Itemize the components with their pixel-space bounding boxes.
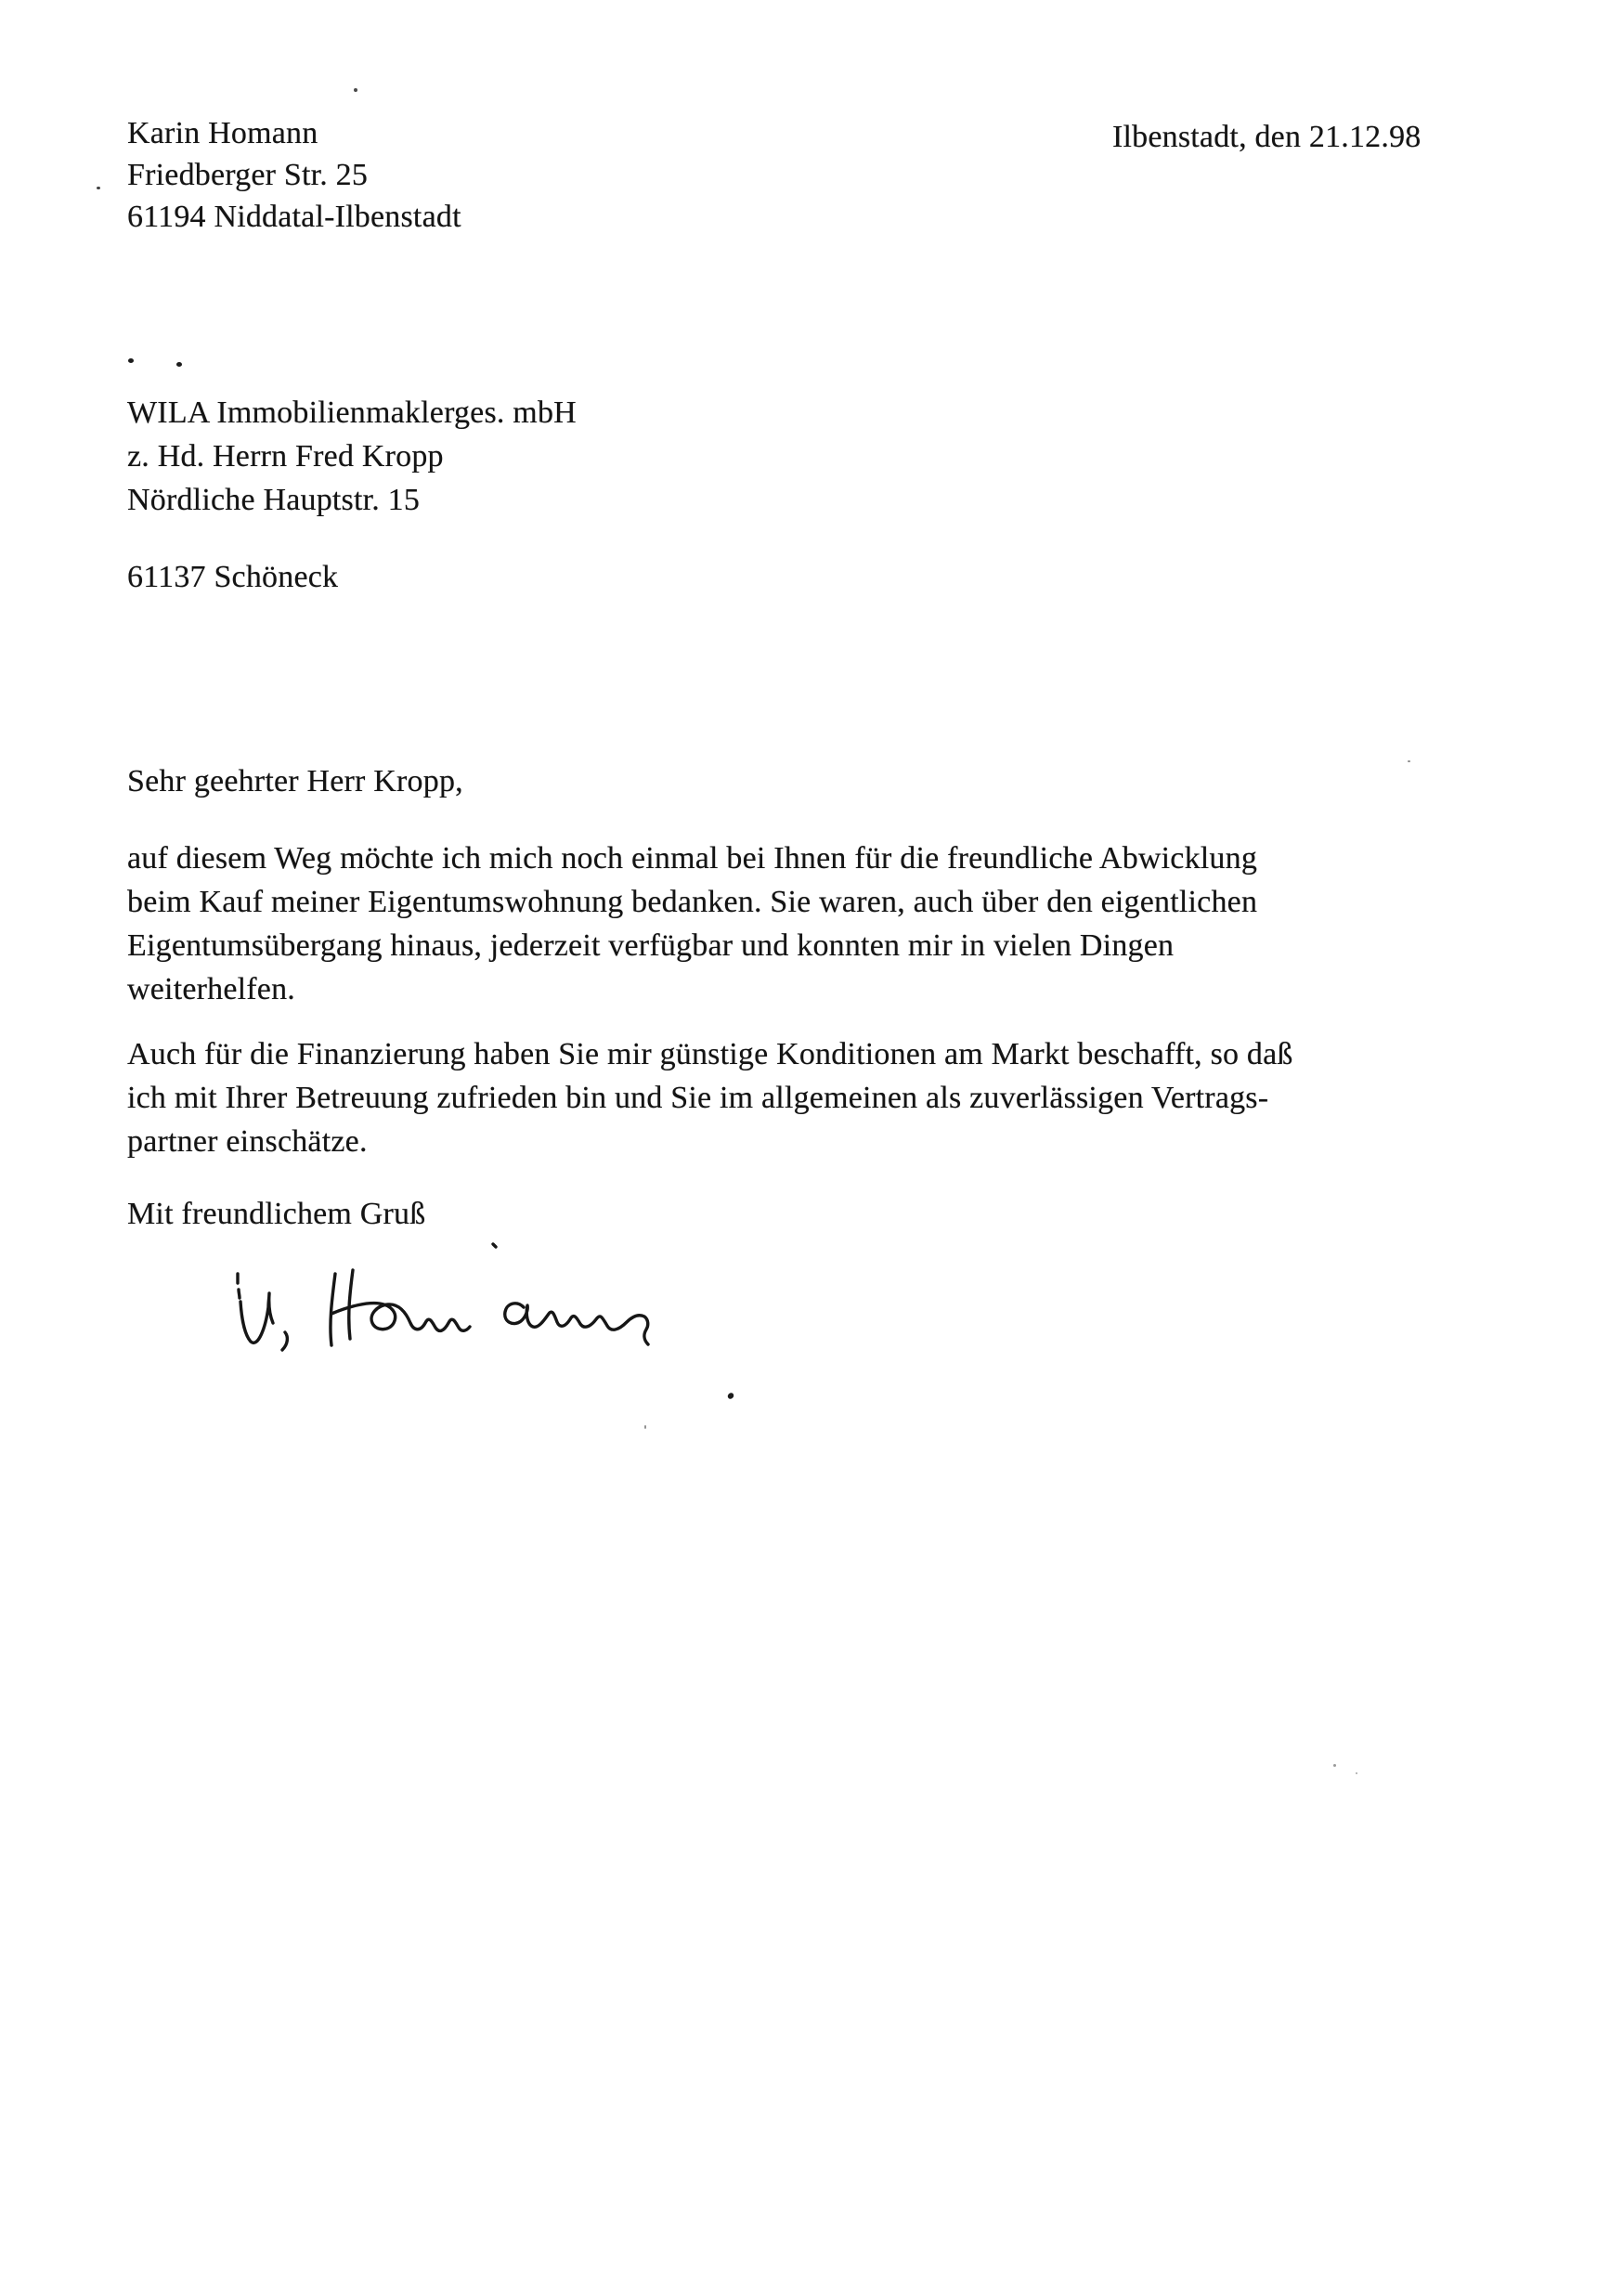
paragraph-1-line: beim Kauf meiner Eigentumswohnung bedanken. Sie waren, auch über den eigentlichen [127,885,1258,919]
recipient-street: Nördliche Hauptstr. 15 [127,483,421,517]
body-paragraph-1 [127,837,1257,1011]
scan-speck [1356,1772,1357,1774]
paragraph-2-line: ich mit Ihrer Betreuung zufrieden bin und Sie im allgemeinen als zuverlässigen Vertrags- [127,1081,1269,1115]
paragraph-2-line: Auch für die Finanzierung haben Sie mir günstige Konditionen am Markt beschafft, so daß [127,1037,1293,1071]
scan-speck [354,88,357,92]
scan-speck [1408,760,1410,762]
salutation: Sehr geehrter Herr Kropp, [127,764,463,798]
sender-name: Karin Homann [127,116,318,150]
paragraph-2-line: partner einschätze. [127,1124,368,1159]
scan-speck [176,362,182,367]
recipient-address-block [127,391,577,522]
sender-street: Friedberger Str. 25 [127,158,369,192]
recipient-company: WILA Immobilienmaklerges. mbH [127,396,577,430]
recipient-attention: z. Hd. Herrn Fred Kropp [127,439,444,473]
handwritten-signature [230,1240,659,1359]
scan-speck [644,1425,646,1429]
closing-phrase: Mit freundlichem Gruß [127,1197,426,1231]
scan-speck [1333,1764,1336,1767]
sender-address-block [127,112,461,238]
scan-speck [726,1392,734,1400]
recipient-city: 61137 Schöneck [127,560,339,594]
scan-speck [97,187,100,189]
signature-ink [230,1240,659,1359]
scan-speck [128,358,134,363]
sender-city: 61194 Niddatal-Ilbenstadt [127,200,461,234]
paragraph-1-line: auf diesem Weg möchte ich mich noch einmal bei Ihnen für die freundliche Abwicklung [127,841,1258,876]
dateline: Ilbenstadt, den 21.12.98 [1112,120,1422,154]
body-paragraph-2 [127,1032,1293,1163]
paragraph-1-line: Eigentumsübergang hinaus, jederzeit verfügbar und konnten mir in vielen Dingen [127,928,1175,963]
paragraph-1-line: weiterhelfen. [127,972,296,1006]
